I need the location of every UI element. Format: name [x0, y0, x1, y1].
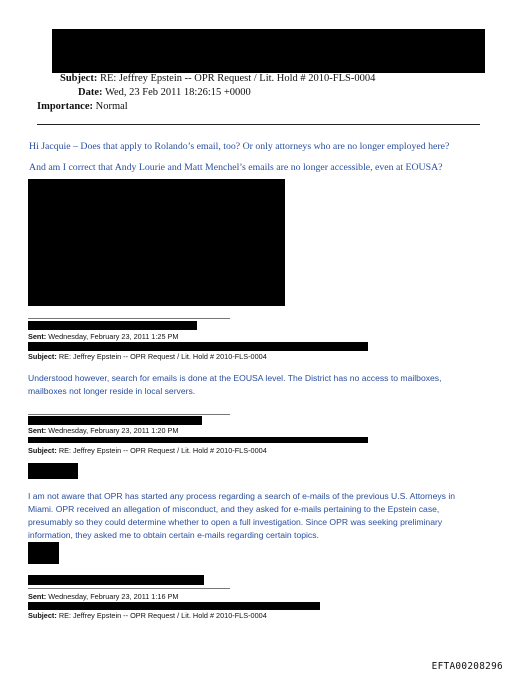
redaction-reply2-greeting	[28, 463, 78, 479]
header-subject-value: RE: Jeffrey Epstein -- OPR Request / Lit. Hold # 2010-FLS-0004	[99, 73, 376, 84]
redaction-reply3-to	[28, 602, 320, 610]
reply2-body-line-1: I am not aware that OPR has started any process regarding a search of e-mails of the previous U.S. Attorneys in	[28, 491, 456, 501]
header-importance-label: Importance:	[37, 101, 93, 112]
reply1-sent-label: Sent:	[28, 332, 47, 341]
header-date-label: Date:	[78, 87, 103, 98]
reply2-body-line-2: Miami. OPR received an allegation of misconduct, and they asked for e-mails pertaining to the Epstein case,	[28, 504, 440, 514]
reply3-sent	[28, 592, 179, 602]
redaction-reply1-to	[28, 342, 368, 351]
reply3-sent-label: Sent:	[28, 592, 47, 601]
reply1-sent	[28, 332, 179, 342]
reply2-body-line-4: information, they asked me to obtain certain e-mails regarding certain topics.	[28, 530, 319, 540]
reply1-subject	[28, 352, 267, 362]
reply2-subject	[28, 446, 267, 456]
redaction-reply2-to	[28, 437, 368, 443]
reply2-sent	[28, 426, 179, 436]
header-importance-value: Normal	[95, 101, 128, 112]
bates-number: EFTA00208296	[431, 661, 503, 672]
message-line-2: And am I correct that Andy Lourie and Matt Menchel’s emails are no longer accessible, even at EOUSA?	[29, 162, 443, 173]
redaction-reply2-from	[28, 416, 202, 425]
reply2-body-line-3: presumably so they could determine whether to open a full investigation. Since OPR was seeking preliminary	[28, 517, 443, 527]
reply1-body-line-2: mailboxes not longer reside in local servers.	[28, 386, 196, 396]
header-date	[78, 86, 251, 100]
redaction-signature	[28, 179, 285, 306]
reply2-subject-label: Subject:	[28, 446, 57, 455]
reply2-subject-value: RE: Jeffrey Epstein -- OPR Request / Lit. Hold # 2010-FLS-0004	[58, 446, 267, 455]
redaction-reply1-from	[28, 321, 197, 330]
header-subject	[60, 72, 375, 86]
reply1-sent-value: Wednesday, February 23, 2011 1:25 PM	[48, 332, 179, 341]
reply3-subject-label: Subject:	[28, 611, 57, 620]
reply1-body-line-1: Understood however, search for emails is done at the EOUSA level. The District has no access to mailboxes,	[28, 373, 442, 383]
redaction-reply2-signature	[28, 542, 59, 564]
header-date-value: Wed, 23 Feb 2011 18:26:15 +0000	[104, 87, 251, 98]
reply2-sent-label: Sent:	[28, 426, 47, 435]
reply3-divider	[28, 588, 230, 589]
message-line-1: Hi Jacquie – Does that apply to Rolando’s email, too? Or only attorneys who are no longer employed here?	[29, 141, 450, 152]
reply3-sent-value: Wednesday, February 23, 2011 1:16 PM	[48, 592, 179, 601]
redaction-reply3-from	[28, 575, 204, 585]
header-importance	[37, 100, 128, 114]
reply3-subject-value: RE: Jeffrey Epstein -- OPR Request / Lit. Hold # 2010-FLS-0004	[58, 611, 267, 620]
reply3-subject	[28, 611, 267, 621]
header-subject-label: Subject:	[60, 73, 98, 84]
reply2-divider	[28, 414, 230, 415]
reply1-subject-label: Subject:	[28, 352, 57, 361]
header-divider	[37, 124, 480, 125]
reply2-sent-value: Wednesday, February 23, 2011 1:20 PM	[48, 426, 179, 435]
reply1-subject-value: RE: Jeffrey Epstein -- OPR Request / Lit. Hold # 2010-FLS-0004	[58, 352, 267, 361]
reply1-divider	[28, 318, 230, 319]
redaction-header	[52, 29, 485, 73]
